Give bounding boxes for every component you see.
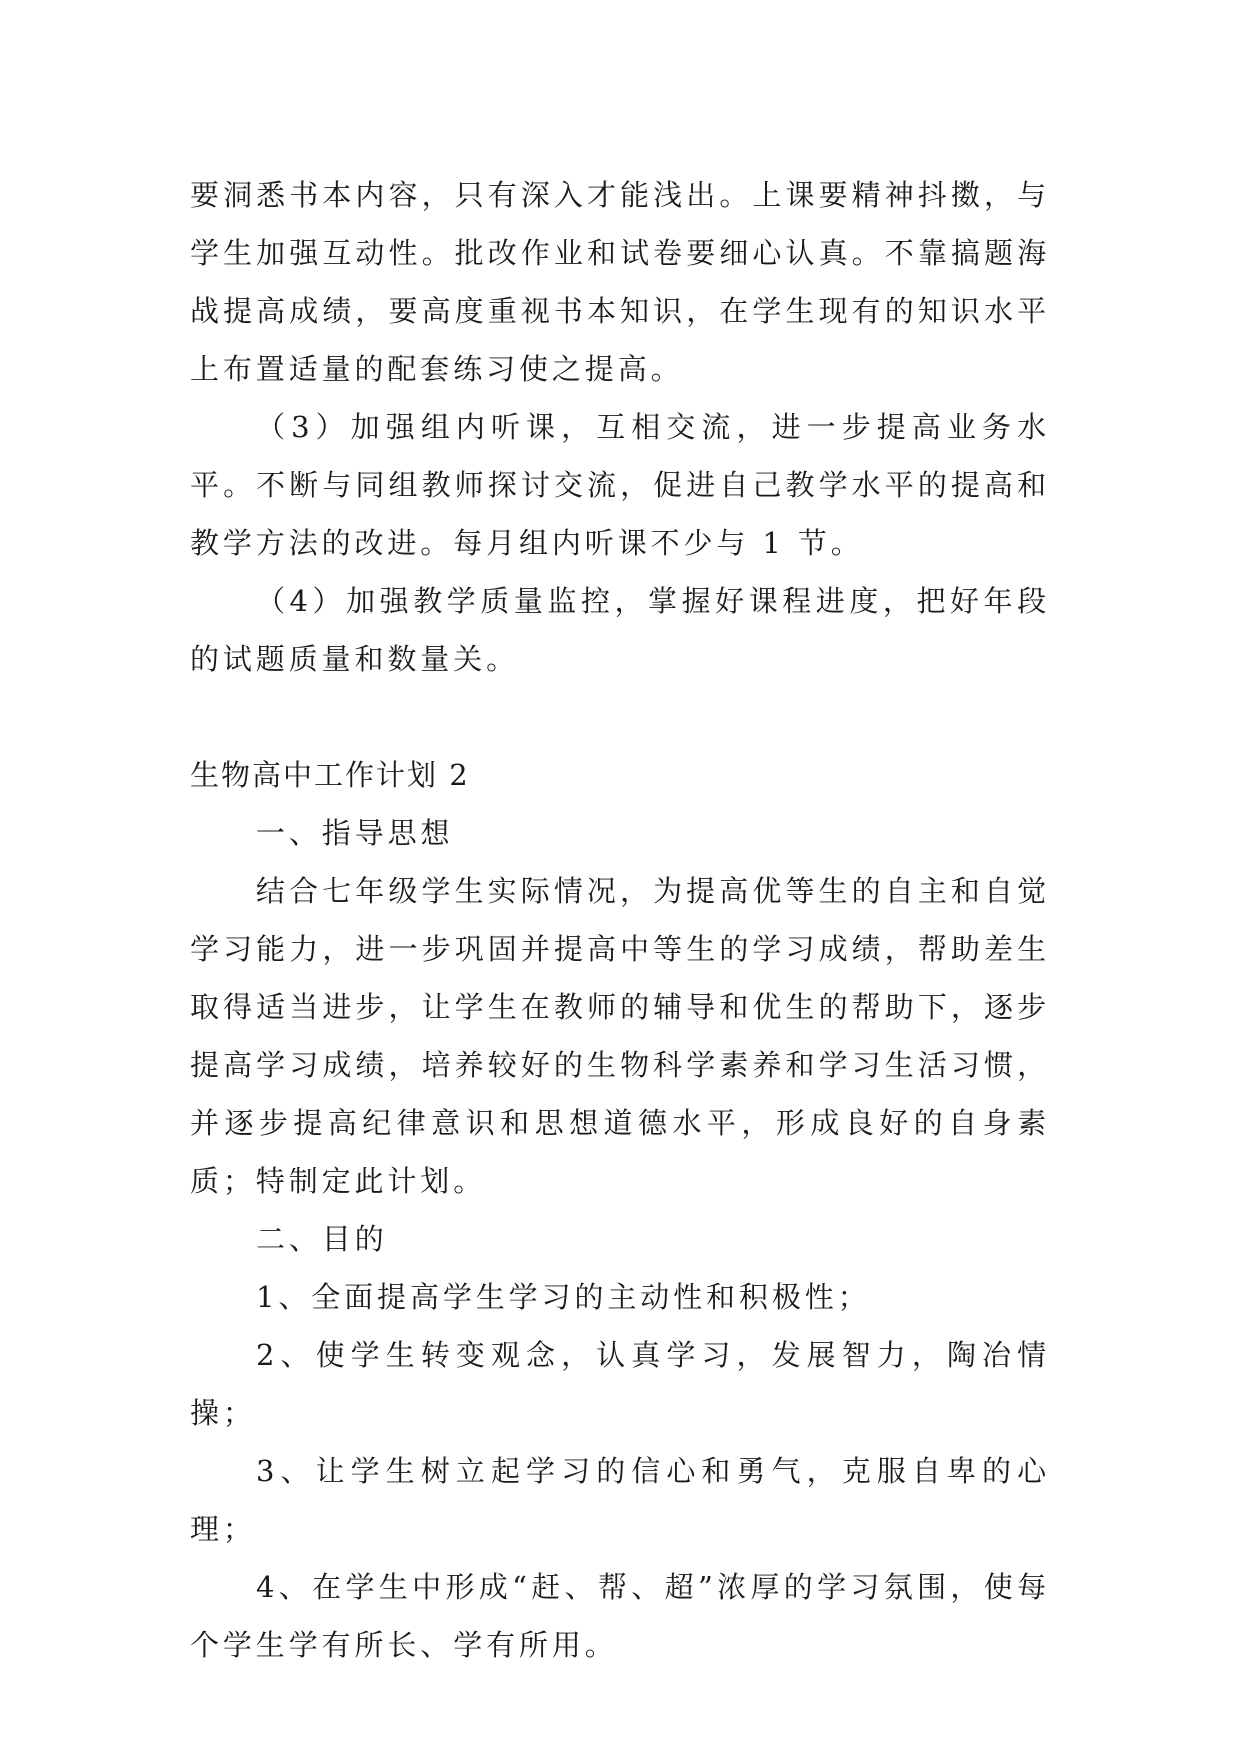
section-title: 生物高中工作计划 2 <box>190 758 470 792</box>
document-page <box>190 166 1050 1674</box>
paragraph-continuation: 要洞悉书本内容，只有深入才能浅出。上课要精神抖擞，与学生加强互动性。批改作业和试卷要细心认真。不靠搞题海战提高成绩，要高度重视书本知识，在学生现有的知识水平上布置适量的配套练习使之提高。 <box>190 178 1050 386</box>
section-gap <box>190 688 1050 746</box>
heading-purpose: 二、目的 <box>256 1222 388 1256</box>
purpose-item-3: 3、让学生树立起学习的信心和勇气，克服自卑的心理； <box>190 1454 1050 1546</box>
purpose-item-2: 2、使学生转变观念，认真学习，发展智力，陶冶情操； <box>190 1338 1050 1430</box>
purpose-item-1: 1、全面提高学生学习的主动性和积极性； <box>256 1280 871 1314</box>
purpose-item-4: 4、在学生中形成“赶、帮、超”浓厚的学习氛围，使每个学生学有所长、学有所用。 <box>190 1570 1050 1662</box>
heading-guiding-thought: 一、指导思想 <box>256 816 454 850</box>
paragraph-item-4: （4）加强教学质量监控，掌握好课程进度，把好年段的试题质量和数量关。 <box>190 584 1050 676</box>
paragraph-item-3: （3）加强组内听课，互相交流，进一步提高业务水平。不断与同组教师探讨交流，促进自己教学水平的提高和教学方法的改进。每月组内听课不少与 1 节。 <box>190 410 1050 560</box>
paragraph-guiding-thought: 结合七年级学生实际情况，为提高优等生的自主和自觉学习能力，进一步巩固并提高中等生的学习成绩，帮助差生取得适当进步，让学生在教师的辅导和优生的帮助下，逐步提高学习成绩，培养较好的生物科学素养和学习生活习惯，并逐步提高纪律意识和思想道德水平，形成良好的自身素质；特制定此计划。 <box>190 874 1050 1198</box>
